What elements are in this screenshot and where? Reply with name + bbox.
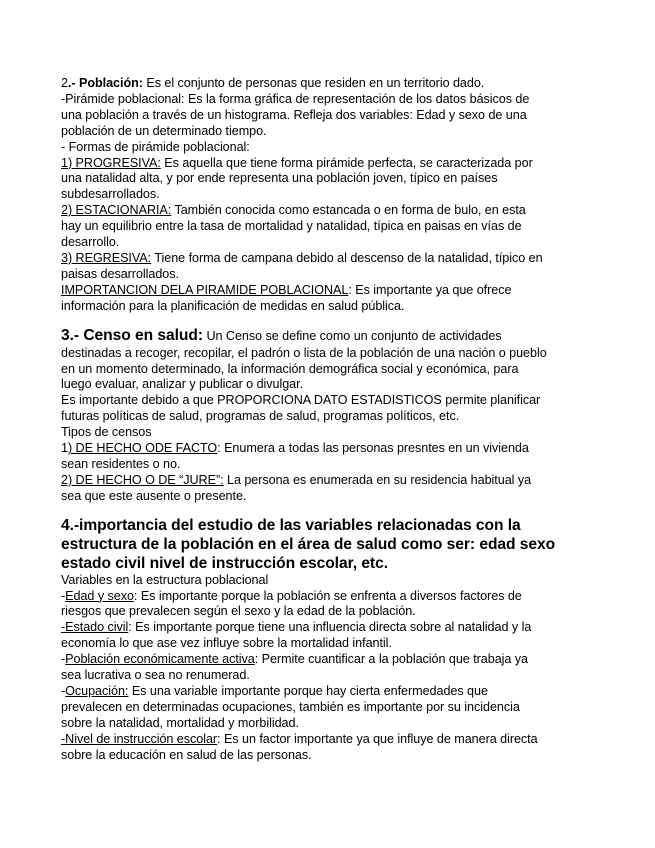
paragraph-line: luego evaluar, analizar y publicar o divulgar.: [61, 377, 304, 392]
jure-line: [61, 473, 569, 489]
paragraph-line: Tipos de censos: [61, 425, 152, 440]
paragraph-line: riesgos que prevalecen según el sexo y la edad de la población.: [61, 604, 416, 619]
regresiva-line: [61, 251, 569, 267]
paragraph-line: sobre la educación en salud de las personas.: [61, 747, 312, 762]
regresiva-text: Tiene forma de campana debido al descenso de la natalidad, típico en: [151, 250, 543, 265]
spacer: [61, 315, 569, 326]
section4-heading-line: estado civil nivel de instrucción escolar, etc.: [61, 554, 388, 572]
jure-text: La persona es enumerada en su residencia habitual ya: [223, 472, 532, 487]
progresiva-text: Es aquella que tiene forma pirámide perfecta, se caracterizada por: [160, 155, 533, 170]
ocupacion-label: Ocupación:: [65, 684, 129, 698]
regresiva-label: 3) REGRESIVA:: [61, 250, 152, 265]
civil-text: : Es importante porque tiene una influencia directa sobre al natalidad y la: [128, 620, 532, 635]
section4-subtitle: Variables en la estructura poblacional: [61, 572, 269, 587]
importancia-label: IMPORTANCION DELA PIRAMIDE POBLACIONAL: [61, 282, 349, 297]
estacionaria-text: También conocida como estancada o en forma de bulo, en esta: [171, 203, 526, 218]
paragraph-line: subdesarrollados.: [61, 187, 160, 202]
section3-intro: Un Censo se define como un conjunto de actividades: [203, 328, 502, 343]
spacer: [61, 505, 569, 516]
paragraph-line: prevalecen en determinadas ocupaciones, también es importante por su incidencia: [61, 699, 520, 714]
paragraph-line: sea lucrativa o sea no renumerad.: [61, 668, 250, 683]
facto-label: ) DE HECHO ODE FACTO: [67, 441, 218, 456]
estacionaria-label: 2) ESTACIONARIA:: [61, 203, 172, 218]
dash: -: [61, 620, 66, 635]
section3-heading: [61, 326, 569, 346]
edad-label: Edad y sexo: [65, 588, 134, 603]
edad-text: : Es importante porque la población se enfrenta a diversos factores de: [133, 588, 522, 603]
progresiva-label: 1) PROGRESIVA:: [61, 155, 161, 170]
section2-number: 2: [61, 76, 68, 90]
dash: -: [61, 652, 66, 667]
dash: -: [61, 588, 66, 603]
document-page: [61, 76, 569, 764]
paragraph-line: economía lo que ase vez influye sobre la mortalidad infantil.: [61, 636, 392, 651]
paragraph-line: población de un determinado tiempo.: [61, 123, 267, 138]
facto-line: [61, 441, 569, 457]
section2-heading: [61, 76, 569, 92]
paragraph-line: sean residentes o no.: [61, 456, 181, 471]
paragraph-line: una población a través de un histograma. Refleja dos variables: Edad y sexo de una: [61, 107, 527, 122]
paragraph-line: paisas desarrollados.: [61, 266, 179, 281]
instruccion-line: [61, 732, 569, 748]
paragraph-line: sobre la natalidad, mortalidad y morbilidad.: [61, 715, 299, 730]
section4-heading-line: 4.-importancia del estudio de las variables relacionadas con la: [61, 516, 521, 534]
dash: -: [61, 731, 66, 746]
activa-line: [61, 652, 569, 668]
civil-line: [61, 620, 569, 636]
paragraph-line: hay un equilibrio entre la tasa de mortalidad y natalidad, típica en paisas en vías de: [61, 219, 522, 234]
importancia-text: : Es importante ya que ofrece: [348, 282, 512, 297]
jure-label: 2) DE HECHO O DE “JURE”:: [61, 472, 224, 487]
civil-label: [61, 620, 128, 634]
facto-prefix: 1: [61, 441, 68, 456]
facto-text: : Enumera a todas las personas presntes en un vivienda: [217, 441, 529, 456]
importancia-line: [61, 283, 569, 299]
instruccion-label-text: Nivel de instrucción escolar: [65, 731, 218, 746]
paragraph-line: - Formas de pirámide poblacional:: [61, 139, 250, 154]
activa-text: : Permite cuantificar a la población que trabaja ya: [254, 652, 529, 667]
activa-label: Población económicamente activa: [65, 652, 255, 667]
ocupacion-text: Es una variable importante porque hay cierta enfermedades que: [128, 684, 488, 698]
section4-heading-line: estructura de la población en el área de salud como ser: edad sexo: [61, 535, 556, 553]
paragraph-line: información para la planificación de medidas en salud pública.: [61, 298, 405, 313]
instruccion-label: [61, 732, 217, 746]
paragraph-line: sea que este ausente o presente.: [61, 488, 247, 503]
section3-title: 3.- Censo en salud:: [61, 326, 204, 344]
section2-title: .- Población:: [67, 76, 143, 90]
civil-label-text: Estado civil: [65, 620, 129, 635]
instruccion-text: : Es un factor importante ya que influye de manera directa: [217, 731, 538, 746]
section2-intro: Es el conjunto de personas que residen en un territorio dado.: [142, 76, 485, 90]
edad-line: [61, 589, 569, 605]
paragraph-line: destinadas a recoger, recopilar, el padrón o lista de la población de una nación o pueblo: [61, 345, 547, 360]
paragraph-line: Es importante debido a que PROPORCIONA DATO ESTADISTICOS permite planificar: [61, 393, 541, 408]
progresiva-line: [61, 156, 569, 172]
paragraph-line: una natalidad alta, y por ende representa una población joven, típico en países: [61, 171, 498, 186]
paragraph-line: desarrollo.: [61, 235, 120, 250]
paragraph-line: en un momento determinado, la información demográfica social y económica, para: [61, 361, 519, 376]
paragraph-line: -Pirámide poblacional: Es la forma gráfica de representación de los datos básicos de: [61, 91, 530, 106]
ocupacion-line: [61, 684, 569, 700]
dash: -: [61, 684, 66, 698]
estacionaria-line: [61, 203, 569, 219]
paragraph-line: futuras políticas de salud, programas de salud, programas políticos, etc.: [61, 409, 460, 424]
